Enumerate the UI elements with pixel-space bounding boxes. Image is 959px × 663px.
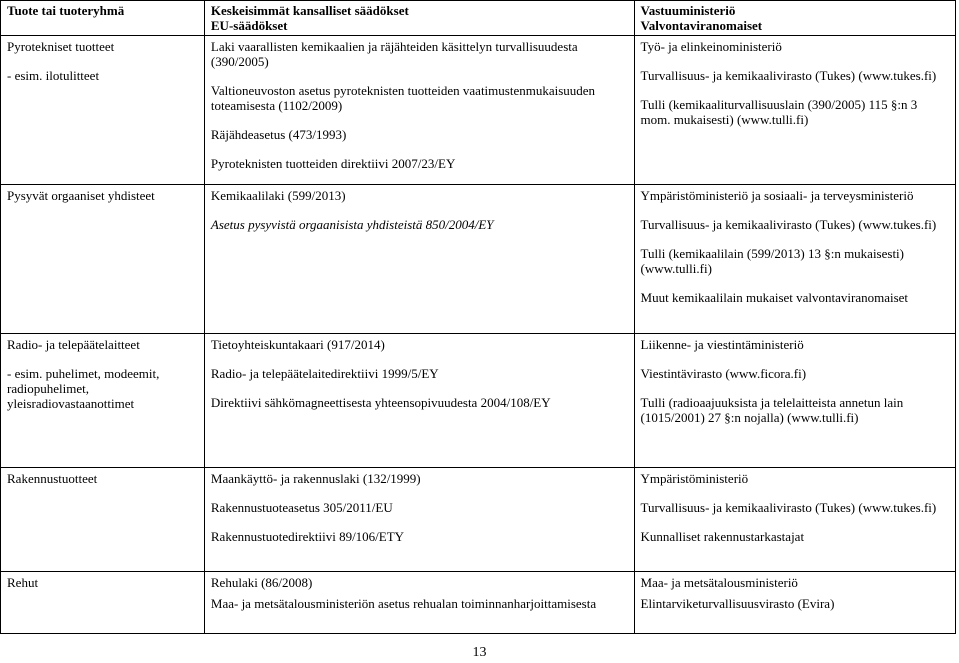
authority-cell [634, 468, 955, 572]
table-row-pops [1, 185, 956, 334]
regulation-item: Rakennustuoteasetus 305/2011/EU [210, 500, 393, 515]
regulation-item: Räjähdeasetus (473/1993) [210, 127, 347, 142]
authority-item: Liikenne- ja viestintäministeriö [640, 337, 804, 352]
regulation-item: Tietoyhteiskuntakaari (917/2014) [210, 337, 385, 352]
authority-item: Turvallisuus- ja kemikaalivirasto (Tukes) (www.tukes.fi) [640, 500, 937, 515]
authority-cell [634, 334, 955, 468]
authority-cell [634, 572, 955, 634]
authority-item: Ympäristöministeriö [640, 471, 749, 486]
product-name: Rakennustuotteet [7, 471, 98, 486]
header-national-regs: Keskeisimmät kansalliset säädökset [210, 3, 409, 18]
product-name: Radio- ja telepäätelaitteet [7, 337, 140, 352]
regulation-cell [204, 36, 634, 185]
authority-item: Maa- ja metsätalousministeriö [640, 575, 798, 590]
regulation-item: Pyroteknisten tuotteiden direktiivi 2007/23/EY [210, 156, 456, 171]
authority-item: Kunnalliset rakennustarkastajat [640, 529, 805, 544]
table-row-feed [1, 572, 956, 634]
authority-item: Tulli (kemikaalilain (599/2013) 13 §:n mukaisesti) (www.tulli.fi) [640, 246, 904, 276]
authority-item: Viestintävirasto (www.ficora.fi) [640, 366, 807, 381]
regulation-item: Rakennustuotedirektiivi 89/106/ETY [210, 529, 405, 544]
authority-item: Ympäristöministeriö ja sosiaali- ja terveysministeriö [640, 188, 914, 203]
regulation-item: Valtioneuvoston asetus pyroteknisten tuotteiden vaatimustenmukaisuuden toteamisesta (1102/2009) [210, 83, 596, 113]
authority-item: Turvallisuus- ja kemikaalivirasto (Tukes) (www.tukes.fi) [640, 68, 937, 83]
page-number: 13 [472, 645, 487, 660]
product-cell [1, 185, 205, 334]
regulation-cell [204, 572, 634, 634]
header-eu-regs: EU-säädökset [210, 18, 288, 33]
header-supervisors: Valvontaviranomaiset [640, 18, 763, 33]
authority-item: Turvallisuus- ja kemikaalivirasto (Tukes) (www.tukes.fi) [640, 217, 937, 232]
product-cell [1, 572, 205, 634]
authority-item: Tulli (radioaajuuksista ja telelaitteista annetun lain (1015/2001) 27 §:n nojalla) (www.tulli.fi) [640, 395, 904, 425]
regulation-cell [204, 468, 634, 572]
authority-item: Tulli (kemikaaliturvallisuuslain (390/2005) 115 §:n 3 mom. mukaisesti) (www.tulli.fi) [640, 97, 918, 127]
regulation-item: Maankäyttö- ja rakennuslaki (132/1999) [210, 471, 421, 486]
product-cell [1, 334, 205, 468]
table-row-construction-products [1, 468, 956, 572]
authority-item: Elintarviketurvallisuusvirasto (Evira) [640, 596, 835, 611]
product-example: - esim. ilotulitteet [7, 68, 100, 83]
authority-item: Muut kemikaalilain mukaiset valvontaviranomaiset [640, 290, 909, 305]
regulation-item: Direktiivi sähkömagneettisesta yhteensopivuudesta 2004/108/EY [210, 395, 551, 410]
product-example: - esim. puhelimet, modeemit, radiopuhelimet, yleisradiovastaanottimet [7, 366, 160, 411]
header-row [1, 1, 956, 36]
regulation-item: Radio- ja telepäätelaitedirektiivi 1999/5/EY [210, 366, 439, 381]
regulation-item-eu: Asetus pysyvistä orgaanisista yhdisteistä 850/2004/EY [210, 217, 494, 232]
authority-item: Työ- ja elinkeinoministeriö [640, 39, 782, 54]
table-row-radio-equipment [1, 334, 956, 468]
header-ministry: Vastuuministeriö [640, 3, 736, 18]
product-name: Rehut [7, 575, 39, 590]
regulation-item: Maa- ja metsätalousministeriön asetus rehualan toiminnanharjoittamisesta [210, 596, 597, 611]
header-product: Tuote tai tuoteryhmä [1, 1, 205, 36]
regulation-cell [204, 334, 634, 468]
header-authorities [634, 1, 955, 36]
header-regulations [204, 1, 634, 36]
regulation-item: Laki vaarallisten kemikaalien ja räjähteiden käsittelyn turvallisuudesta (390/2005) [210, 39, 578, 69]
regulation-item: Kemikaalilaki (599/2013) [210, 188, 346, 203]
table-row-pyrotechnics [1, 36, 956, 185]
product-cell [1, 468, 205, 572]
product-cell [1, 36, 205, 185]
regulation-cell [204, 185, 634, 334]
product-name: Pysyvät orgaaniset yhdisteet [7, 188, 155, 203]
product-name: Pyrotekniset tuotteet [7, 39, 115, 54]
authority-cell [634, 36, 955, 185]
authority-cell [634, 185, 955, 334]
regulation-item: Rehulaki (86/2008) [210, 575, 313, 590]
